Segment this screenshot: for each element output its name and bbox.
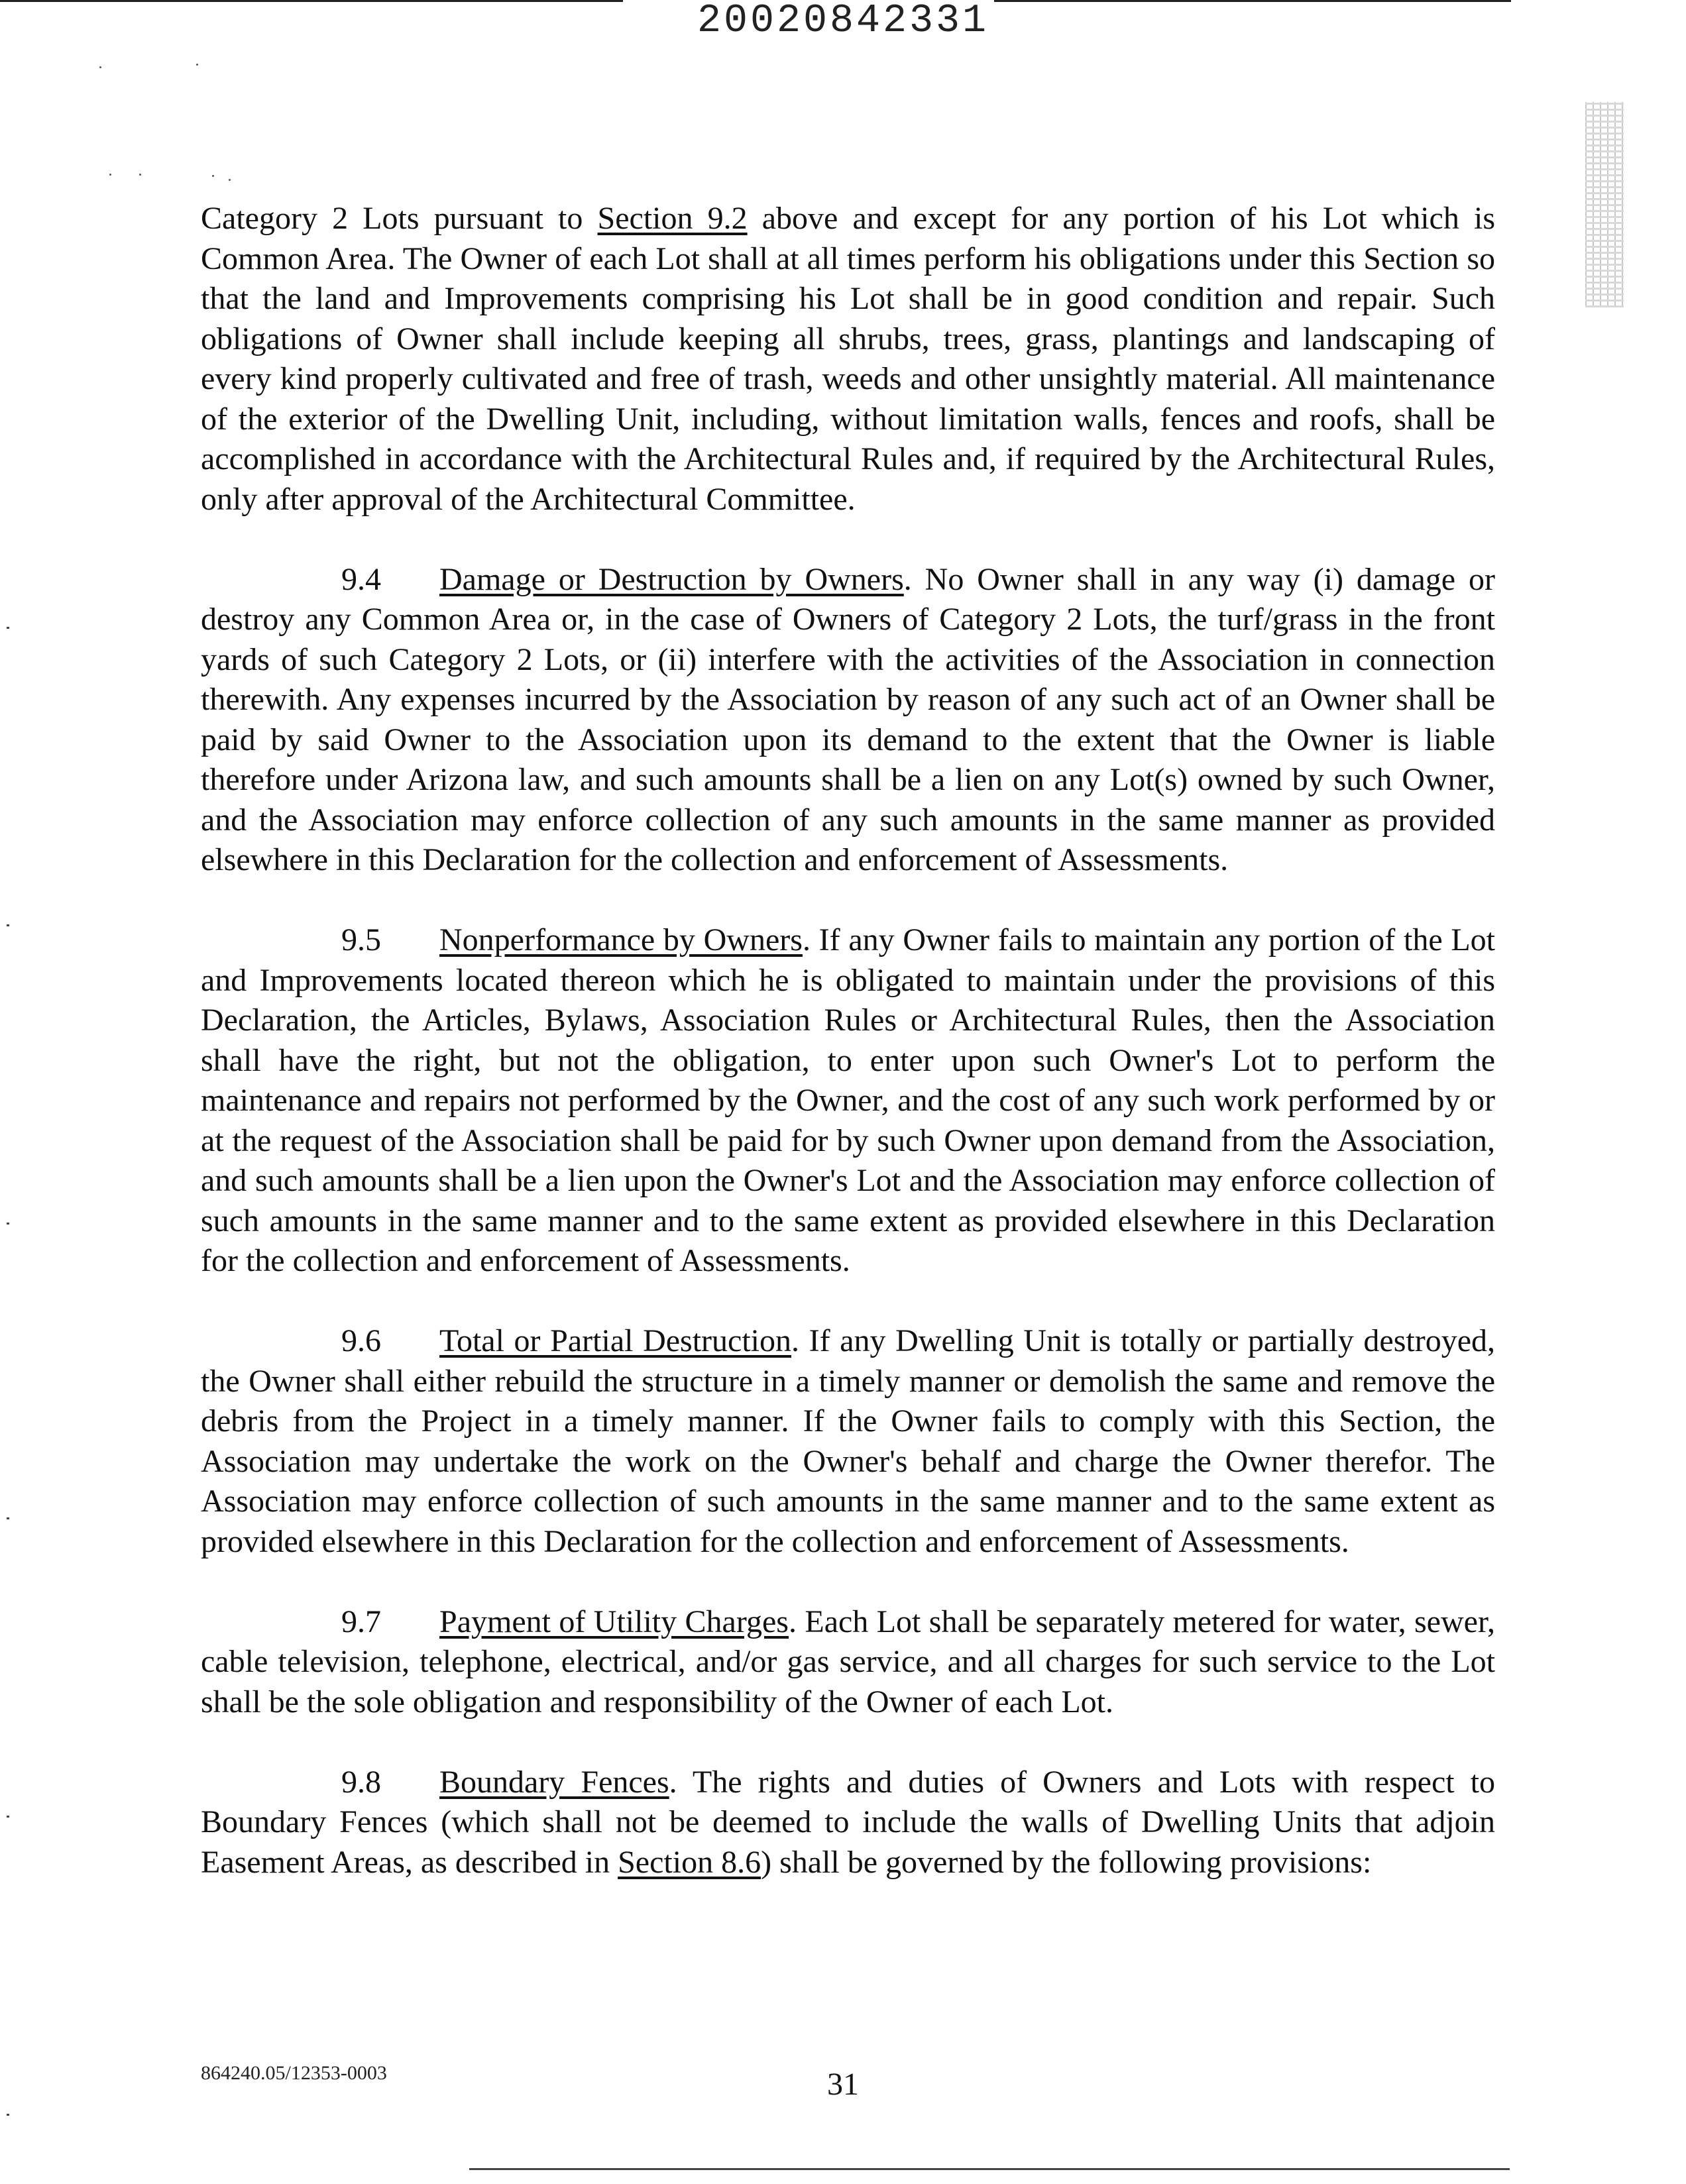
section-9-4	[201, 560, 1495, 881]
section-number: 9.4	[341, 561, 381, 597]
section-reference-link: Section 9.2	[597, 201, 748, 236]
section-body: . The rights and duties of Owners and Lots with respect to Boundary Fences (which shall not be deemed to include the walls of Dwelling Units that adjoin Easement Areas, as described in	[201, 1764, 1496, 1880]
section-number: 9.5	[341, 922, 381, 957]
section-number: 9.8	[341, 1764, 381, 1800]
carryover-paragraph	[201, 199, 1495, 519]
scan-speck	[196, 64, 198, 66]
section-title: Boundary Fences	[439, 1764, 669, 1800]
section-body: . If any Dwelling Unit is totally or partially destroyed, the Owner shall either rebuild the structure in a timely manner or demolish the same and remove the debris from the Project in a timely manner. If the Owner fails to comply with this Section, the Association may undertake the work on the Owner's behalf and charge the Owner therefor. The Association may enforce collection of such amounts in the same manner and to the same extent as provided elsewhere in this Declaration for the collection and enforcement of Assessments.	[201, 1323, 1495, 1559]
section-number: 9.7	[341, 1604, 381, 1639]
section-reference-link: Section 8.6	[618, 1844, 761, 1880]
section-9-7	[201, 1602, 1495, 1723]
section-body: . Each Lot shall be separately metered for water, sewer, cable television, telephone, electrical, and/or gas service, and all charges for such service to the Lot shall be the sole obligation and responsibility of the Owner of each Lot.	[201, 1604, 1495, 1720]
scan-speck	[109, 174, 111, 176]
section-title: Damage or Destruction by Owners	[439, 561, 904, 597]
recording-number: 20020842331	[697, 0, 989, 44]
section-title: Total or Partial Destruction	[439, 1323, 792, 1358]
page-body	[201, 199, 1495, 1923]
section-title: Nonperformance by Owners	[439, 922, 803, 957]
section-9-8	[201, 1763, 1495, 1883]
scan-speck	[139, 174, 141, 176]
document-id: 864240.05/12353-0003	[201, 2062, 387, 2084]
section-number: 9.6	[341, 1323, 381, 1358]
section-body: . If any Owner fails to maintain any portion of the Lot and Improvements located thereon which he is obligated to maintain under the provisions of this Declaration, the Articles, Bylaws, Association Rules or Architectural Rules, then the Association shall have the right, but not the obligation, to enter upon such Owner's Lot to perform the maintenance and repairs not performed by the Owner, and the cost of any such work performed by or at the request of the Association shall be paid for by such Owner upon demand from the Association, and such amounts shall be a lien upon the Owner's Lot and the Association may enforce collection of such amounts in the same manner and to the same extent as provided elsewhere in this Declaration for the collection and enforcement of Assessments.	[201, 922, 1496, 1278]
section-body: . No Owner shall in any way (i) damage or destroy any Common Area or, in the case of Owners of Category 2 Lots, the turf/grass in the front yards of such Category 2 Lots, or (ii) interfere with the activities of the Association in connection therewith. Any expenses incurred by the Association by reason of any such act of an Owner shall be paid by said Owner to the Association upon its demand to the extent that the Owner is liable therefore under Arizona law, and such amounts shall be a lien on any Lot(s) owned by such Owner, and the Association may enforce collection of any such amounts in the same manner as provided elsewhere in this Declaration for the collection and enforcement of Assessments.	[201, 561, 1495, 877]
scan-stamp-mark	[1585, 102, 1624, 307]
text-run: above and except for any portion of his Lot which is Common Area. The Owner of each Lot shall at all times perform his obligations under this Section so that the land and Improvements comprising his Lot shall be in good condition and repair. Such obligations of Owner shall include keeping all shrubs, trees, grass, plantings and landscaping of every kind properly cultivated and free of trash, weeds and other unsightly material. All maintenance of the exterior of the Dwelling Unit, including, without limitation walls, fences and roofs, shall be accomplished in accordance with the Architectural Rules and, if required by the Architectural Rules, only after approval of the Architectural Committee.	[201, 201, 1495, 517]
margin-tick	[7, 1816, 9, 1818]
margin-tick	[7, 1517, 9, 1519]
section-title: Payment of Utility Charges	[439, 1604, 789, 1639]
scan-speck	[99, 66, 101, 68]
margin-tick	[7, 627, 9, 629]
scan-speck	[229, 179, 231, 181]
bottom-rule	[469, 2168, 1510, 2170]
text-run: Category 2 Lots pursuant to	[201, 201, 598, 236]
section-9-5	[201, 920, 1495, 1282]
section-9-6	[201, 1321, 1495, 1562]
page-number: 31	[827, 2067, 859, 2102]
scan-speck	[212, 175, 214, 177]
margin-tick	[7, 1223, 9, 1225]
section-body: ) shall be governed by the following provisions:	[761, 1844, 1372, 1880]
margin-tick	[7, 924, 9, 926]
margin-tick	[7, 2114, 9, 2116]
